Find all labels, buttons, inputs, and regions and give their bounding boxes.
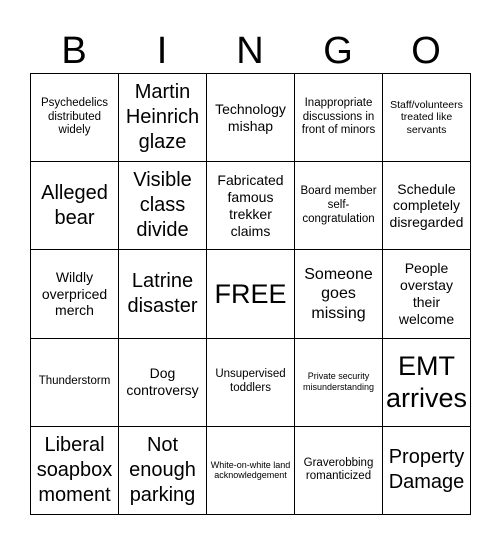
bingo-cell[interactable]: Thunderstorm [31,339,119,427]
bingo-cell[interactable]: Inappropriate discussions in front of minors [295,74,383,162]
header-letter-n: N [236,30,264,72]
bingo-cell[interactable]: Technology mishap [207,74,295,162]
header-letter-i: I [156,30,168,72]
bingo-cell[interactable]: Wildly overpriced merch [31,250,119,338]
bingo-cell[interactable]: Martin Heinrich glaze [119,74,207,162]
bingo-cell[interactable]: Graverobbing romanticized [295,427,383,515]
bingo-header [30,28,470,74]
header-letter-b: B [61,30,87,72]
bingo-cell[interactable]: Psychedelics distributed widely [31,74,119,162]
free-space[interactable]: FREE [207,250,295,338]
bingo-cell[interactable]: Fabricated famous trekker claims [207,162,295,250]
bingo-cell[interactable]: Schedule completely disregarded [383,162,471,250]
bingo-cell[interactable]: Not enough parking [119,427,207,515]
bingo-cell[interactable]: Property Damage [383,427,471,515]
bingo-cell[interactable]: Liberal soapbox moment [31,427,119,515]
bingo-cell[interactable]: EMT arrives [383,339,471,427]
bingo-cell[interactable]: Dog controversy [119,339,207,427]
header-letter-g: G [323,30,353,72]
header-letter-o: O [411,30,441,72]
bingo-cell[interactable]: Unsupervised toddlers [207,339,295,427]
bingo-grid [30,73,471,515]
bingo-cell[interactable]: Board member self-congratulation [295,162,383,250]
bingo-cell[interactable]: People overstay their welcome [383,250,471,338]
bingo-cell[interactable]: Visible class divide [119,162,207,250]
bingo-cell[interactable]: White-on-white land acknowledgement [207,427,295,515]
bingo-cell[interactable]: Someone goes missing [295,250,383,338]
bingo-cell[interactable]: Alleged bear [31,162,119,250]
bingo-cell[interactable]: Staff/volunteers treated like servants [383,74,471,162]
bingo-cell[interactable]: Latrine disaster [119,250,207,338]
bingo-cell[interactable]: Private security misunderstanding [295,339,383,427]
